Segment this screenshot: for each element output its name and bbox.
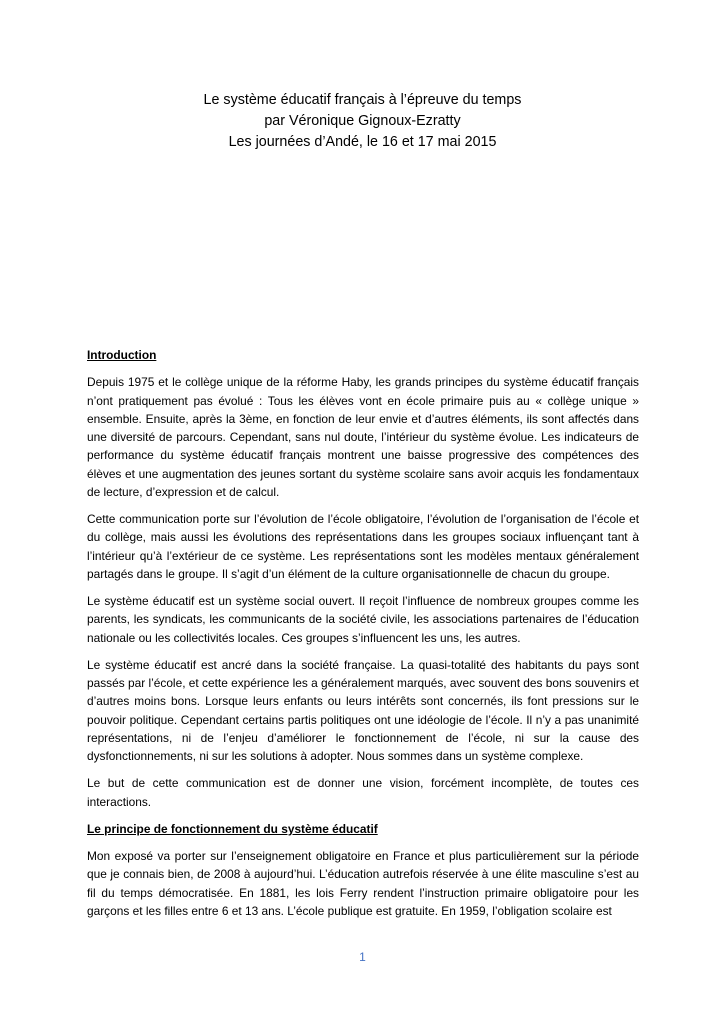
paragraph: Le système éducatif est ancré dans la société française. La quasi-totalité des habitants du pays sont passés par l’école, et cette expérience les a généralement marqués, avec souvent des bons souvenirs et d’autres moins bons. Lorsque leurs enfants ou leurs intérêts sont concernés, ils font pressions sur le pouvoir politique. Cependant certains partis politiques ont une idéologie de l’école. Il n’y a pas unanimité représentations, ni de l’enjeu d’améliorer le fonctionnement de l’école, ni sur la cause des dysfonctionnements, ni sur les solutions à adopter. Nous sommes dans un système complexe. — [87, 657, 639, 763]
paragraph: Le but de cette communication est de donner une vision, forcément incomplète, de toutes ces interactions. — [87, 776, 639, 809]
document-title: Le système éducatif français à l’épreuve du temps — [203, 92, 522, 108]
document-body — [87, 346, 639, 929]
section-heading-introduction: Introduction — [87, 348, 157, 362]
paragraph: Cette communication porte sur l’évolution de l’école obligatoire, l’évolution de l’organisation de l’école et du collège, mais aussi les évolutions des représentations dans les groupes sociaux influençant tant à l’intérieur qu’à l’extérieur de ce système. Les représentations sont les modèles mentaux généralement partagés dans le groupe. Il s’agit d’un élément de la culture organisationnelle de chacun du groupe. — [87, 512, 639, 581]
document-event-date: Les journées d’Andé, le 16 et 17 mai 2015 — [228, 134, 497, 150]
paragraph: Mon exposé va porter sur l’enseignement obligatoire en France et plus particulièrement sur la période que je connais bien, de 2008 à aujourd’hui. L’éducation autrefois réservée à une élite masculine s’est au fil du temps démocratisée. En 1881, les lois Ferry rendent l’instruction primaire obligatoire pour les garçons et les filles entre 6 et 13 ans. L’école publique est gratuite. En 1959, l’obligation scolaire est — [87, 849, 639, 918]
document-author: par Véronique Gignoux-Ezratty — [264, 113, 461, 129]
paragraph: Depuis 1975 et le collège unique de la réforme Haby, les grands principes du système éducatif français n’ont pratiquement pas évolué : Tous les élèves vont en école primaire puis au « collège unique » ensemble. Ensuite, après la 3ème, en fonction de leur envie et d’autres éléments, ils sont affectés dans une diversité de parcours. Cependant, sans nul doute, l’intérieur du système évolue. Les indicateurs de performance du système éducatif français montrent une baisse progressive des compétences des élèves et une augmentation des jeunes sortant du système scolaire sans avoir acquis les fondamentaux de lecture, d’expression et de calcul. — [87, 375, 639, 499]
document-title-block — [0, 90, 725, 153]
paragraph: Le système éducatif est un système social ouvert. Il reçoit l’influence de nombreux groupes comme les parents, les syndicats, les communicants de la société civile, les associations partenaires de l’éducation nationale ou les collectivités locales. Ces groupes s’influencent les uns, les autres. — [87, 594, 639, 645]
section-heading-principe: Le principe de fonctionnement du système éducatif — [87, 821, 378, 836]
page-number: 1 — [359, 950, 366, 964]
